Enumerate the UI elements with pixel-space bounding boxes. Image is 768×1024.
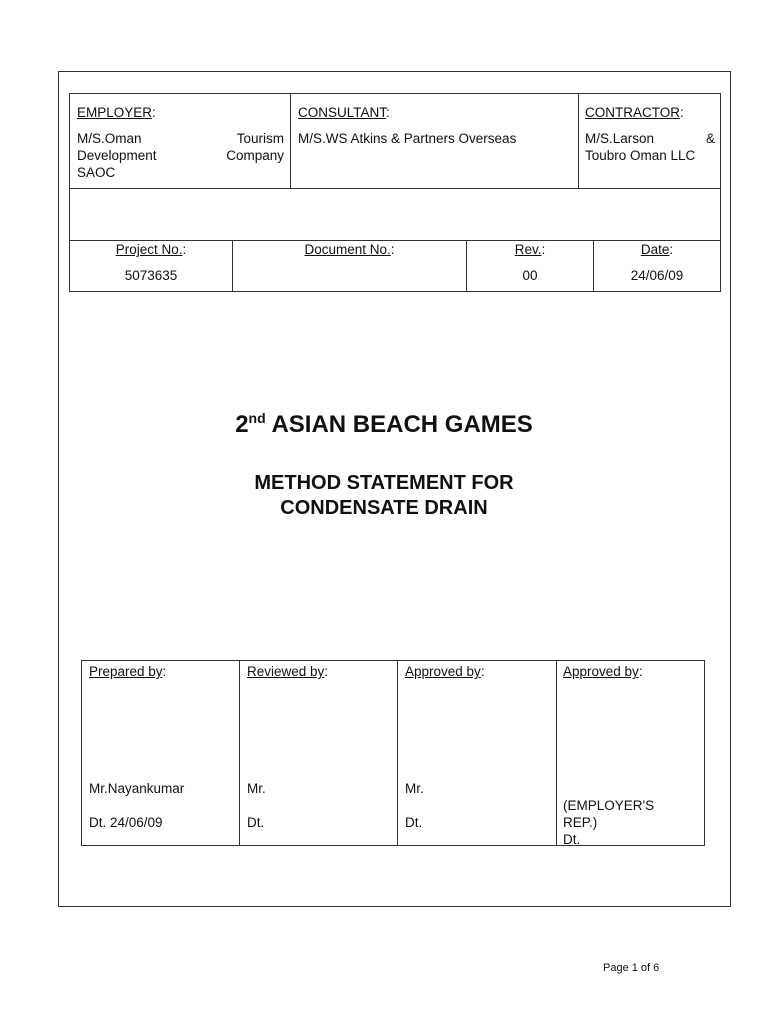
document-title (0, 407, 768, 443)
date-value: 24/06/09 (630, 268, 684, 283)
signature-name: Mr. (247, 781, 266, 796)
contractor-cell: CONTRACTOR: M/S.Larson & Toubro Oman LLC (585, 105, 715, 163)
signature-label: Approved by (405, 664, 481, 679)
project-no-label: Project No. (115, 242, 183, 257)
signature-table (81, 660, 705, 846)
project-no-cell: Project No.: 5073635 (70, 241, 232, 284)
signature-column-prepared: Prepared by: Mr.Nayankumar Dt. 24/06/09 (89, 664, 185, 830)
signature-column-approved: Approved by: Mr. Dt. (405, 664, 485, 830)
subtitle-line: METHOD STATEMENT FOR (254, 472, 514, 494)
document-subtitle (0, 471, 768, 521)
employer-name-part: Company (226, 148, 284, 163)
date-label: Date (640, 242, 670, 257)
employer-name-part: Development (77, 148, 157, 163)
signature-date: Dt. (405, 815, 423, 830)
employer-cell: EMPLOYER: M/S.Oman Tourism Development Company SAOC (77, 105, 284, 180)
divider (578, 94, 579, 188)
subtitle-line: CONDENSATE DRAIN (280, 497, 488, 519)
employer-name-part: Tourism (236, 131, 284, 146)
signature-date: Dt. 24/06/09 (89, 815, 163, 830)
signature-date: Dt. (247, 815, 265, 830)
divider (70, 188, 720, 189)
consultant-name: M/S.WS Atkins & Partners Overseas (298, 131, 517, 146)
consultant-label: CONSULTANT (298, 105, 387, 120)
signature-label: Prepared by (89, 664, 163, 679)
signature-name: Mr. (405, 781, 424, 796)
rev-label: Rev. (514, 242, 542, 257)
date-cell: Date: 24/06/09 (594, 241, 720, 284)
header-table (69, 93, 721, 292)
divider (397, 661, 398, 845)
employer-name-part: M/S.Oman (77, 131, 142, 146)
rev-cell: Rev.: 00 (467, 241, 593, 284)
signature-date: Dt. (563, 832, 581, 847)
divider (556, 661, 557, 845)
project-no-value: 5073635 (124, 268, 178, 283)
page-number: Page 1 of 6 (603, 962, 660, 974)
contractor-label: CONTRACTOR (585, 105, 681, 120)
divider (239, 661, 240, 845)
consultant-cell: CONSULTANT: M/S.WS Atkins & Partners Overseas (298, 104, 573, 147)
signature-label: Approved by (563, 664, 639, 679)
contractor-name-part: M/S.Larson (585, 131, 655, 146)
rev-value: 00 (522, 268, 538, 283)
document-no-cell: Document No.: (304, 242, 395, 257)
employer-label: EMPLOYER (77, 105, 153, 120)
signature-name: Mr.Nayankumar (89, 781, 185, 796)
signature-column-reviewed: Reviewed by: Mr. Dt. (247, 664, 329, 830)
signature-label: Reviewed by (247, 664, 325, 679)
contractor-name-part: & (705, 131, 715, 146)
title-ordinal-number: 2 (235, 411, 249, 438)
contractor-name-part: Toubro Oman LLC (585, 148, 696, 163)
employer-name-part: SAOC (77, 165, 116, 180)
signature-column-employer-rep: Approved by: (EMPLOYER'S REP.) Dt. (563, 661, 701, 845)
signature-name: (EMPLOYER'S REP.) (563, 798, 655, 830)
divider (290, 94, 291, 188)
title-ordinal-suffix: nd (248, 410, 266, 426)
document-no-label: Document No. (304, 242, 391, 257)
title-main: ASIAN BEACH GAMES (271, 411, 533, 438)
